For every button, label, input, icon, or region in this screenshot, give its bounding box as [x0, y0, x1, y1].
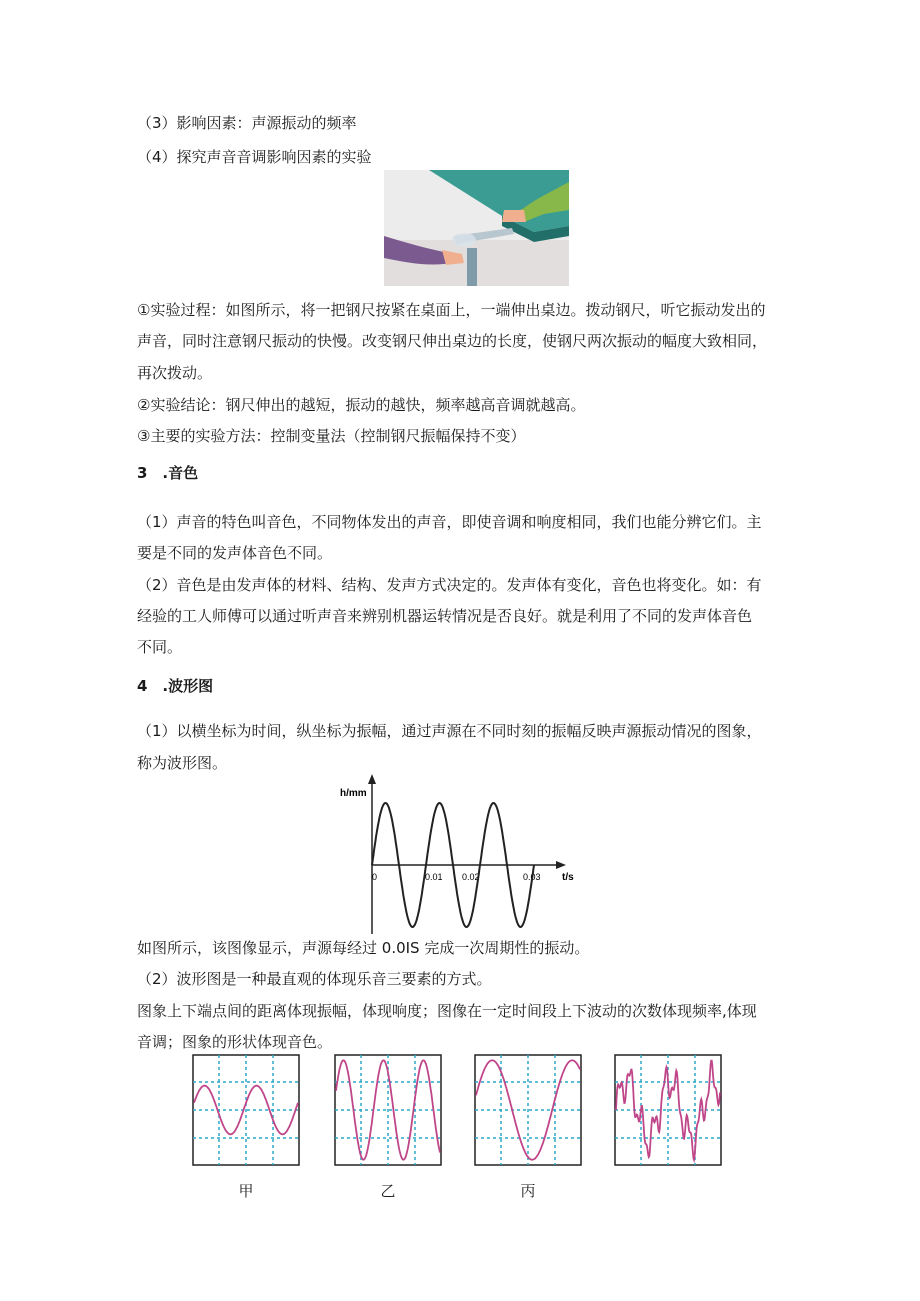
text-line: （2）波形图是一种最直观的体现乐音三要素的方式。	[137, 970, 492, 988]
tick-label: 0	[372, 872, 378, 882]
oscillogram-yi	[334, 1054, 442, 1166]
oscillogram-jia	[192, 1054, 300, 1166]
text-line: ②实验结论：钢尺伸出的越短，振动的越快，频率越高音调就越高。	[137, 396, 586, 414]
text-line: （1）以横坐标为时间，纵坐标为振幅，通过声源在不同时刻的振幅反映声源振动情况的图象，	[137, 722, 762, 740]
text-line: ①实验过程：如图所示，将一把钢尺按紧在桌面上，一端伸出桌边。拨动钢尺，听它振动发出的	[137, 301, 766, 319]
tick-label: 0.02	[462, 872, 480, 882]
tick-label: 0.01	[425, 872, 443, 882]
text-line: 图象上下端点间的距离体现振幅，体现响度；图像在一定时间段上下波动的次数体现频率,体现	[137, 1002, 757, 1020]
x-axis-label: t/s	[562, 872, 574, 883]
oscillogram-label: 乙	[380, 1182, 396, 1200]
tick-label: 0.03	[523, 872, 541, 882]
waveform-figure	[338, 772, 583, 937]
oscillogram-bing	[474, 1054, 582, 1166]
oscillogram-label: 甲	[238, 1182, 254, 1200]
text-line: 声音，同时注意钢尺振动的快慢。改变钢尺伸出桌边的长度，使钢尺两次振动的幅度大致相同，	[137, 332, 768, 350]
text-line: （2）音色是由发声体的材料、结构、发声方式决定的。发声体有变化，音色也将变化。如：有	[137, 576, 762, 594]
text-line: 再次拨动。	[137, 364, 213, 382]
y-axis-arrow	[368, 774, 376, 784]
text-line: 音调；图象的形状体现音色。	[137, 1033, 333, 1051]
y-axis-label: h/mm	[340, 788, 367, 799]
text-line: 如图所示，该图像显示，声源每经过 0.0IS 完成一次周期性的振动。	[137, 939, 590, 957]
x-axis-arrow	[556, 861, 566, 869]
text-line: （1）声音的特色叫音色，不同物体发出的声音，即使音调和响度相同，我们也能分辨它们。主	[137, 513, 762, 531]
section-heading: 4 .波形图	[137, 677, 214, 695]
text-line: （3）影响因素：声源振动的频率	[137, 114, 357, 132]
ruler-experiment-photo	[384, 170, 569, 286]
text-line: 经验的工人师傅可以通过听声音来辨别机器运转情况是否良好。就是利用了不同的发声体音色	[137, 607, 753, 625]
text-line: 不同。	[137, 638, 183, 656]
section-heading: 3 .音色	[137, 464, 199, 482]
text-line: （4）探究声音音调影响因素的实验	[137, 148, 372, 166]
text-line: ③主要的实验方法：控制变量法（控制钢尺振幅保持不变）	[137, 427, 526, 445]
text-line: 要是不同的发声体音色不同。	[137, 544, 333, 562]
text-line: 称为波形图。	[137, 754, 228, 772]
oscillogram-label: 丙	[520, 1182, 536, 1200]
oscillogram-ding	[614, 1054, 722, 1166]
